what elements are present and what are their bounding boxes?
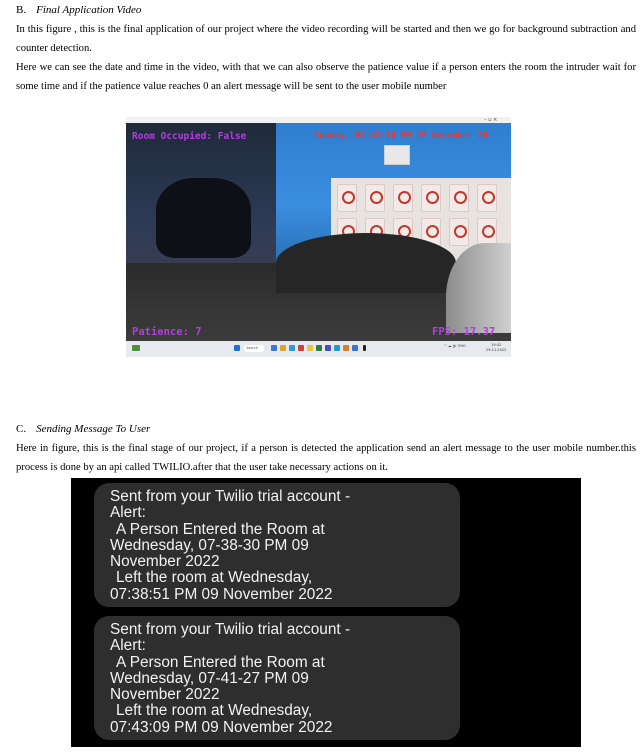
taskbar-search[interactable]: Search	[244, 345, 264, 352]
section-b-heading	[16, 4, 141, 16]
python-icon[interactable]	[352, 345, 358, 351]
message-line: 07:38:51 PM 09 November 2022	[110, 585, 333, 603]
poster	[449, 184, 469, 212]
video-screenshot	[126, 117, 511, 357]
windows-taskbar	[126, 341, 511, 357]
section-b-paragraph-1: In this figure , this is the final application of our project where the video recording will be started and then we go for background subtraction and counter detection.	[16, 24, 636, 54]
section-b-number: B.	[16, 4, 27, 16]
app-icon[interactable]	[334, 345, 340, 351]
message-line: A Person Entered the Room at	[116, 653, 325, 671]
section-c-number: C.	[16, 423, 27, 435]
message-line: 07:43:09 PM 09 November 2022	[110, 718, 333, 736]
patience-overlay: Patience: 7	[132, 326, 202, 338]
fps-overlay: FPS: 17.37	[432, 326, 496, 338]
app-icon[interactable]	[316, 345, 322, 351]
message-bubble[interactable]	[94, 483, 460, 607]
message-line: Sent from your Twilio trial account -	[110, 621, 351, 638]
section-c-heading	[16, 423, 150, 435]
taskview-icon[interactable]	[271, 345, 277, 351]
backpack-silhouette	[156, 178, 251, 258]
section-b-paragraph-2: Here we can see the date and time in the video, with that we can also observe the patience value if a person enters the room the intruder wait for some time and if the patience value reaches 0 an alert message will be sent to the user mobile number	[16, 62, 636, 92]
message-line: Left the room at Wednesday,	[116, 702, 313, 720]
message-line: November 2022	[110, 553, 220, 571]
app-icon[interactable]	[343, 345, 349, 351]
taskbar-clock[interactable]: 19:42 29-11-2022	[486, 343, 507, 352]
message-line: A Person Entered the Room at	[116, 520, 325, 538]
poster	[337, 184, 357, 212]
datetime-overlay: Sunday, 07:42:10 PM 29 November 20	[314, 131, 488, 141]
window-controls: – ▫ ×	[484, 117, 498, 123]
app-icon[interactable]	[307, 345, 313, 351]
message-line: Alert:	[110, 637, 146, 655]
camera-frame	[126, 123, 511, 357]
foreground-object	[276, 233, 456, 293]
message-line: Wednesday, 07-41-27 PM 09	[110, 669, 309, 687]
system-tray[interactable]: ^ ☁ 🔊 ENG	[444, 344, 466, 348]
poster	[365, 184, 385, 212]
app-icon[interactable]	[325, 345, 331, 351]
weather-icon[interactable]	[132, 345, 140, 351]
sms-screenshot	[71, 478, 581, 747]
message-line: Sent from your Twilio trial account -	[110, 488, 351, 505]
poster	[421, 184, 441, 212]
message-line: Alert:	[110, 504, 146, 522]
message-line: November 2022	[110, 686, 220, 704]
poster	[393, 184, 413, 212]
room-occupied-overlay: Room Occupied: False	[132, 131, 247, 142]
message-line: Left the room at Wednesday,	[116, 569, 313, 587]
app-icon[interactable]	[363, 345, 366, 351]
section-c-title: Sending Message To User	[36, 423, 151, 435]
app-icon[interactable]	[298, 345, 304, 351]
section-c-paragraph: Here in figure, this is the final stage of our project, if a person is detected the application send an alert message to the user mobile number.this process is done by an api called TWILIO.after that the user take necessary actions on it.	[16, 443, 636, 473]
message-bubble[interactable]	[94, 616, 460, 740]
start-icon[interactable]	[234, 345, 240, 351]
poster	[477, 184, 497, 212]
edge-icon[interactable]	[289, 345, 295, 351]
message-line: Wednesday, 07-38-30 PM 09	[110, 536, 309, 554]
section-b-title: Final Application Video	[36, 4, 142, 16]
poster	[449, 218, 469, 246]
file-explorer-icon[interactable]	[280, 345, 286, 351]
poster	[477, 218, 497, 246]
switchboard	[384, 145, 410, 165]
